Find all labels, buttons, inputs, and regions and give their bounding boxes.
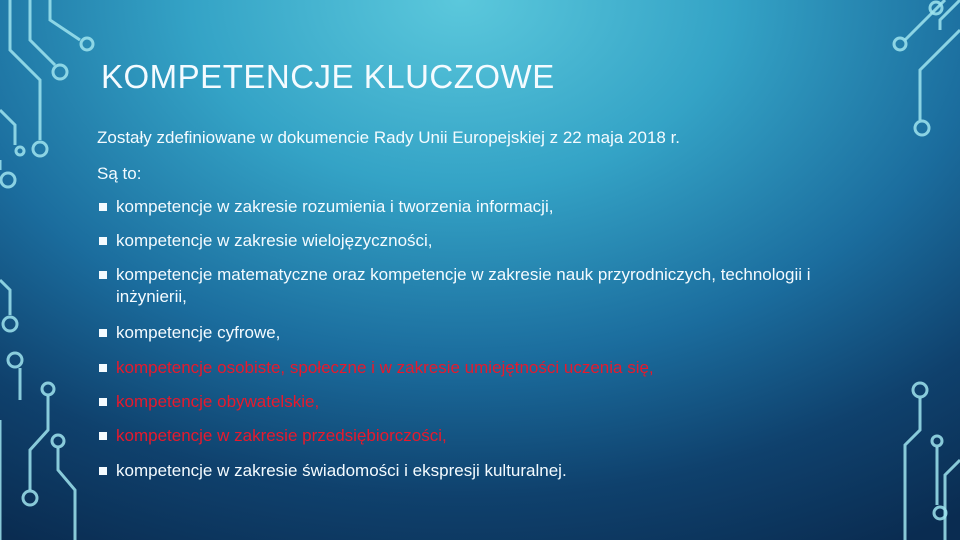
list-item: [99, 322, 859, 344]
list-item: [99, 357, 859, 379]
list-item-text: kompetencje w zakresie świadomości i ekspresji kulturalnej.: [116, 461, 567, 480]
list-item: [99, 264, 859, 308]
list-item-text: kompetencje w zakresie wielojęzyczności,: [116, 231, 433, 250]
slide-title: KOMPETENCJE KLUCZOWE: [101, 58, 555, 95]
list-item-text: kompetencje cyfrowe,: [116, 323, 281, 342]
square-bullet-icon: [99, 398, 107, 406]
list-item-text: kompetencje w zakresie przedsiębiorczości,: [116, 426, 447, 445]
list-item-text: kompetencje obywatelskie,: [116, 392, 320, 411]
square-bullet-icon: [99, 329, 107, 337]
list-item-text: kompetencje w zakresie rozumienia i tworzenia informacji,: [116, 197, 554, 216]
list-item-text: kompetencje osobiste, społeczne i w zakresie umiejętności uczenia się,: [116, 358, 654, 377]
square-bullet-icon: [99, 203, 107, 211]
square-bullet-icon: [99, 237, 107, 245]
list-item: [99, 196, 859, 218]
square-bullet-icon: [99, 432, 107, 440]
list-item: [99, 391, 859, 413]
square-bullet-icon: [99, 364, 107, 372]
list-item-text: kompetencje matematyczne oraz kompetencje w zakresie nauk przyrodniczych, technologii i inżynierii,: [116, 265, 811, 306]
intro-line-2: Są to:: [97, 164, 142, 183]
list-item: [99, 425, 859, 447]
list-item: [99, 460, 859, 482]
list-item: [99, 230, 859, 252]
square-bullet-icon: [99, 467, 107, 475]
intro-line-1: Zostały zdefiniowane w dokumencie Rady Unii Europejskiej z 22 maja 2018 r.: [97, 128, 681, 147]
square-bullet-icon: [99, 271, 107, 279]
